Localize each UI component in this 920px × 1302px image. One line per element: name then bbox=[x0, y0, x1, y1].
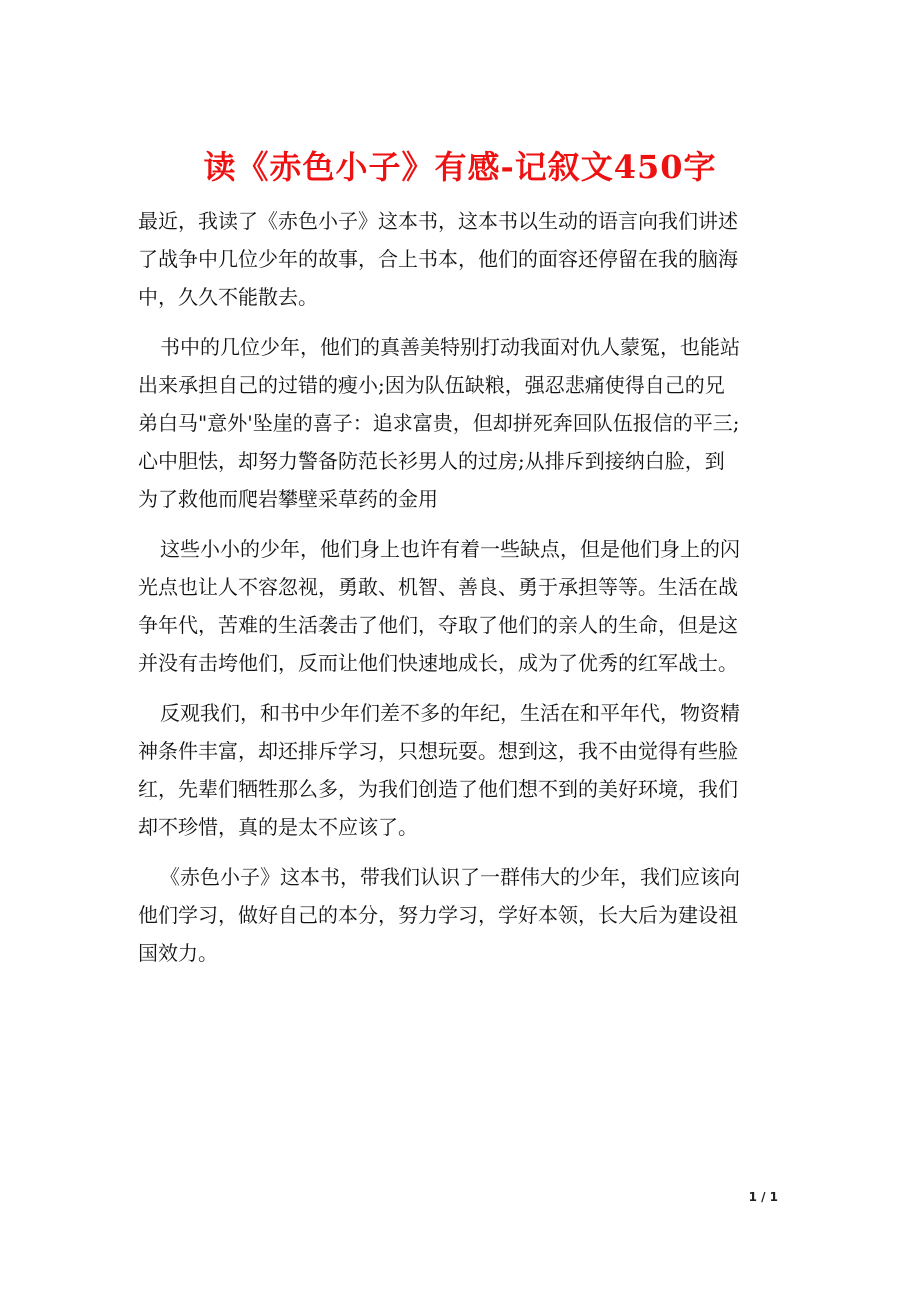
paragraph-line: 了战争中几位少年的故事，合上书本，他们的面容还停留在我的脑海 bbox=[138, 247, 738, 271]
paragraph-line: 并没有击垮他们，反而让他们快速地成长，成为了优秀的红军战士。 bbox=[138, 651, 738, 675]
paragraph-line: 红，先辈们牺牲那么多，为我们创造了他们想不到的美好环境，我们 bbox=[138, 777, 738, 801]
paragraph-line: 却不珍惜，真的是太不应该了。 bbox=[138, 815, 418, 839]
page-number: 1 / 1 bbox=[748, 1190, 778, 1204]
paragraph-line: 这些小小的少年，他们身上也许有着一些缺点，但是他们身上的闪 bbox=[160, 537, 740, 561]
paragraph-line: 心中胆怯，却努力警备防范长衫男人的过房;从排斥到接纳白脸，到 bbox=[138, 449, 725, 473]
paragraph-2 bbox=[138, 328, 788, 518]
paragraph-line: 中，久久不能散去。 bbox=[138, 285, 318, 309]
paragraph-line: 《赤色小子》这本书，带我们认识了一群伟大的少年，我们应该向 bbox=[160, 865, 740, 889]
paragraph-line: 书中的几位少年，他们的真善美特别打动我面对仇人蒙冤，也能站 bbox=[160, 335, 740, 359]
paragraph-3 bbox=[138, 530, 788, 682]
paragraph-line: 出来承担自己的过错的瘦小;因为队伍缺粮，强忍悲痛使得自己的兄 bbox=[138, 373, 725, 397]
paragraph-line: 他们学习，做好自己的本分，努力学习，学好本领，长大后为建设祖 bbox=[138, 903, 738, 927]
paragraph-line: 争年代，苦难的生活袭击了他们，夺取了他们的亲人的生命，但是这 bbox=[138, 613, 738, 637]
paragraph-line: 为了救他而爬岩攀壁采草药的金用 bbox=[138, 487, 438, 511]
paragraph-line: 国效力。 bbox=[138, 941, 218, 965]
paragraph-5 bbox=[138, 858, 788, 972]
document-body bbox=[138, 202, 788, 972]
paragraph-4 bbox=[138, 694, 788, 846]
document-title: 读《赤色小子》有感-记叙文450字 bbox=[203, 148, 717, 186]
paragraph-line: 神条件丰富，却还排斥学习，只想玩耍。想到这，我不由觉得有些脸 bbox=[138, 739, 738, 763]
paragraph-line: 弟白马"意外'坠崖的喜子：追求富贵，但却拼死奔回队伍报信的平三; bbox=[138, 411, 740, 435]
paragraph-line: 最近，我读了《赤色小子》这本书，这本书以生动的语言向我们讲述 bbox=[138, 209, 738, 233]
paragraph-1 bbox=[138, 202, 788, 316]
paragraph-line: 光点也让人不容忽视，勇敢、机智、善良、勇于承担等等。生活在战 bbox=[138, 575, 738, 599]
paragraph-line: 反观我们，和书中少年们差不多的年纪，生活在和平年代，物资精 bbox=[160, 701, 740, 725]
